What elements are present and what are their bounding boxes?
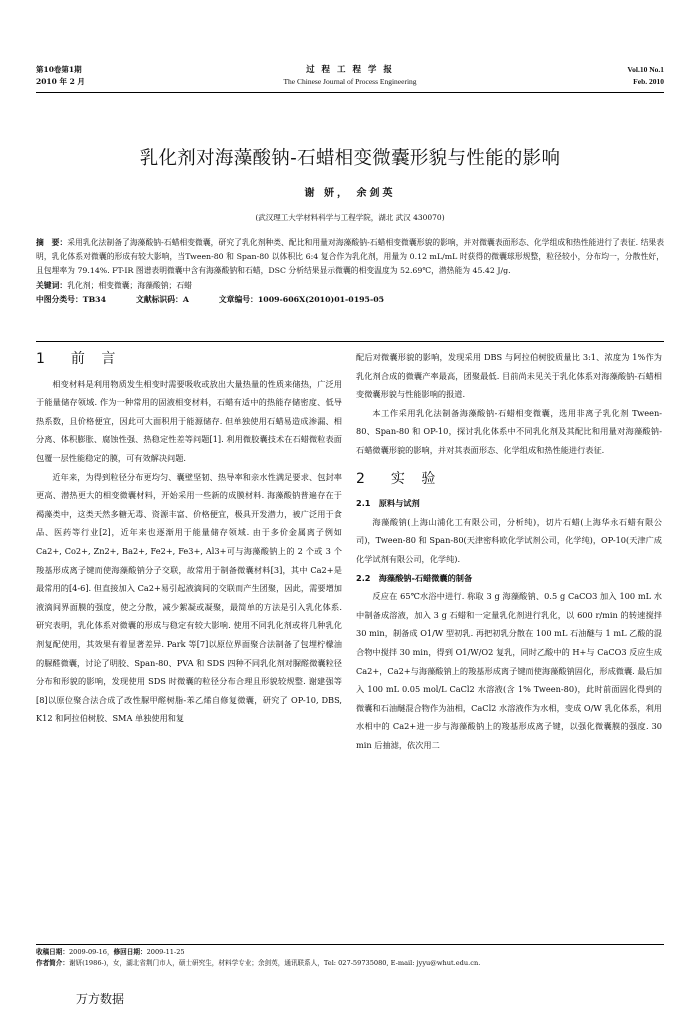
doc-code-value: A — [182, 294, 189, 304]
publication-date: 2010 年 2 月 — [36, 77, 85, 86]
abstract-rule — [36, 341, 664, 342]
paragraph: 反应在 65℃水浴中进行. 称取 3 g 海藻酸钠、0.5 g CaCO3 加入 100 mL 水中制备成溶液，加入 3 g 石蜡和一定量乳化剂进行乳化，以 600 r/min 的转速搅拌 30 min，制备成 O1/W 型初乳. 再把初乳分散在 100 mL 石油醚与 1 mL 乙酸的混合物中搅拌 30 min，得到 O1/W/O2 复乳，同时乙酸中的 H+与 CaCO3 反应生成 Ca2+，Ca2+与海藻酸钠上的羧基形成离子键而使海藻酸钠固化，形成微囊. 最后加入 100 mL 0.05 mol/L CaCl2 水溶液(含 1% Tween-80)，此时前面固化得到的微囊和石油醚混合物作为油相，CaCl2 水溶液作为水相，变成 O/W 乳化体系，利用水相中的 Ca2+进一步与海藻酸钠上的羧基形成离子键，以强化微囊膜的强度. 30 min 后抽滤，依次用二 — [356, 591, 662, 750]
affiliation: (武汉理工大学材料科学与工程学院，湖北 武汉 430070) — [255, 213, 445, 222]
article-no-value: 1009-606X(2010)01-0195-05 — [257, 294, 385, 304]
header-left — [36, 64, 85, 88]
clc-value: TB34 — [82, 294, 107, 304]
volume-issue: 第10卷第1期 — [36, 65, 82, 74]
left-column — [36, 348, 342, 728]
paragraph: 相变材料是利用物质发生相变时需要吸收或放出大量热量的性质来储热，广泛用于能量储存领域. 作为一种常用的固液相变材料，石蜡有适中的热能存储密度、低导热系数，且价格便宜，因此可大面积用于能源储存. 但单独使用石蜡易造成渗漏、相分离、体积膨胀、腐蚀性强、热稳定性差等问题[1]. 利用微胶囊技术在石蜡微粒表面包覆一层性能稳定的膜，可有效解决问题. — [36, 378, 342, 463]
article-no-label: 文章编号： — [218, 294, 258, 304]
subsection-heading-materials: 2.1 原料与试剂 — [356, 498, 420, 509]
author-info-label: 作者简介： — [36, 958, 69, 967]
doc-code — [136, 293, 189, 307]
journal-name-cn: 过 程 工 程 学 报 — [306, 65, 394, 75]
section-heading-experiment: 2 实 验 — [356, 470, 442, 487]
right-column — [356, 348, 662, 754]
paragraph: 本工作采用乳化法制备海藻酸钠-石蜡相变微囊，选用非离子乳化剂 Tween-80、Span-80 和 OP-10，探讨乳化体系中不同乳化剂及其配比和用量对海藻酸钠-石蜡微囊形貌的影响，并对其表面形态、化学组成和热性能进行表征. — [356, 407, 662, 455]
article-no — [219, 293, 384, 307]
header-center — [186, 64, 514, 88]
abstract-label: 摘 要： — [36, 238, 68, 247]
classification-line — [36, 293, 664, 307]
header-right — [627, 64, 664, 88]
revised-date: 2009-11-25 — [146, 948, 185, 956]
clc — [36, 293, 106, 307]
paper-title: 乳化剂对海藻酸钠-石蜡相变微囊形貌与性能的影响 — [139, 148, 561, 169]
publication-date-en: Feb. 2010 — [633, 77, 664, 86]
authors: 谢 妍， 余剑英 — [304, 188, 396, 199]
clc-label: 中图分类号： — [36, 294, 83, 304]
abstract-block — [36, 236, 664, 307]
received-label: 收稿日期： — [36, 948, 69, 956]
abstract — [36, 236, 664, 279]
paragraph: 配后对微囊形貌的影响，发现采用 DBS 与阿拉伯树胶质量比 3:1、浓度为 1%作为乳化剂合成的微囊产率最高，团聚最低. 目前尚未见关于乳化体系对海藻酸钠-石蜡相变微囊形貌与性能影响的报道. — [356, 352, 662, 400]
header-rule — [36, 92, 664, 93]
received-date: 2009-09-16， — [68, 948, 114, 956]
volume-issue-en: Vol.10 No.1 — [627, 65, 664, 74]
keywords-text: 乳化剂；相变微囊；海藻酸钠；石蜡 — [67, 280, 192, 290]
watermark: 万方数据 — [76, 992, 125, 1006]
section-heading-introduction: 1 前 言 — [36, 351, 122, 367]
doc-code-label: 文献标识码： — [136, 294, 183, 304]
paragraph: 近年来，为得到粒径分布更均匀、囊壁坚韧、热导率和亲水性满足要求、包封率更高、潜热更大的相变微囊材料，开始采用一些新的成膜材料. 海藻酸钠普遍存在于褐藻类中，这类天然多糖无毒、资源丰富、价格便宜，极具开发潜力，被广泛用于食品、医药等行业[2]，近年来也逐渐用于能量储存领域. 由于多价金属离子例如 Ca2+, Co2+, Zn2+, Ba2+, Fe2+, Fe3+, Al3+可与海藻酸钠上的 2 个或 3 个羧基形成离子键而使海藻酸钠分子交联，故常用于制备微囊材料[3]，其中 Ca2+是最常用的[4-6]. 但直接加入 Ca2+易引起液滴间的交联而产生团聚，因此，需要增加液滴间界面膜的强度，使之分散，减少絮凝或凝聚，最简单的方法是引入乳化体系. 研究表明，乳化体系对微囊的形成与稳定有较大影响. 使用不同乳化剂或将几种乳化剂复配使用，其效果有着显著差异. Park 等[7]以原位界面聚合法制备了包埋柠檬油的脲醛微囊，讨论了明胶、Span-80、PVA 和 SDS 四种不同乳化剂对脲醛微囊粒径分布和形貌的影响，发现使用 SDS 时微囊的粒径分布合理且形貌较规整. 谢建强等[8]以原位聚合法合成了改性脲甲醛树脂-苯乙烯自修复微囊，研究了 OP-10, DBS, K12 和阿拉伯树胶、SMA 单独使用和复 — [36, 471, 342, 724]
abstract-text: 采用乳化法制备了海藻酸钠-石蜡相变微囊，研究了乳化剂种类、配比和用量对海藻酸钠-石蜡相变微囊形貌的影响，并对微囊表面形态、化学组成和热性能进行了表征. 结果表明，乳化体系对微囊的形成有较大影响，当Tween-80 和 Span-80 以体积比 6:4 复合作为乳化剂，用量为 0.12 mL/mL 时获得的微囊球形规整，粒径较小，分布均一，分散性好，且包埋率为 79.14%. FT-IR 图谱表明微囊中含有海藻酸钠和石蜡，DSC 分析结果显示微囊的相变温度为 52.69℃，潜热能为 45.42 J/g. — [36, 238, 665, 276]
author-info-text: 谢妍(1986-)，女，湖北省荆门市人，硕士研究生，材料学专业；余剑英，通讯联系人，Tel: 027-59735080, E-mail: jyyu@whut.edu.cn. — [68, 958, 481, 967]
author-info — [36, 958, 664, 969]
footnote — [36, 947, 664, 968]
revised-label: 修回日期： — [113, 948, 147, 956]
keywords-label: 关键词： — [36, 280, 68, 290]
paragraph: 海藻酸钠(上海山浦化工有限公司，分析纯)，切片石蜡(上海华永石蜡有限公司)，Tween-80 和 Span-80(天津密科欧化学试剂公司，化学纯)，OP-10(天津广成化学试剂有限公司，化学纯). — [356, 516, 662, 564]
journal-name-en: The Chinese Journal of Process Engineering — [283, 77, 417, 86]
received-dates — [36, 947, 664, 958]
subsection-heading-preparation: 2.2 海藻酸钠-石蜡微囊的制备 — [356, 572, 473, 583]
keywords — [36, 279, 664, 293]
footnote-rule — [36, 944, 664, 945]
